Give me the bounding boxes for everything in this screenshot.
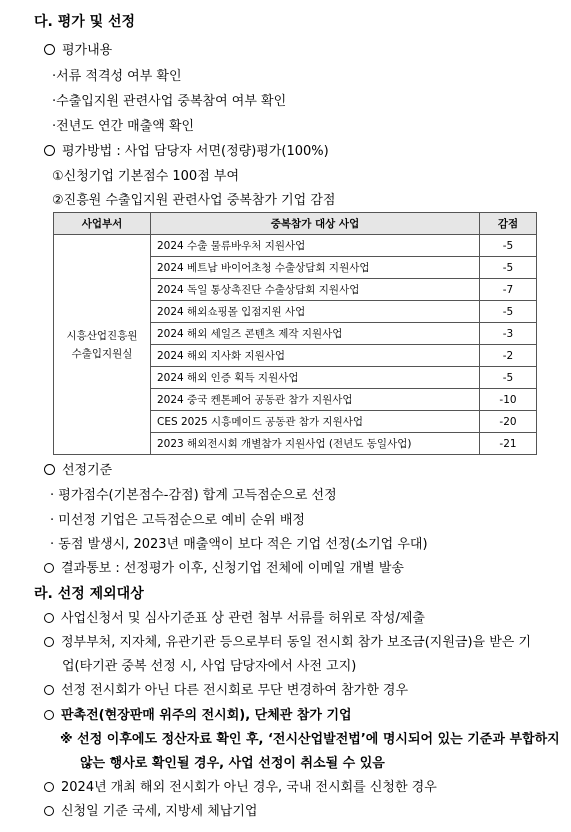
- exclusion-note-line-1: ※ 선정 이후에도 정산자료 확인 후, ‘전시산업발전법’에 명시되어 있는 기준과 부합하지: [60, 732, 560, 747]
- section-da-title: 다. 평가 및 선정: [34, 14, 136, 30]
- eval-content-item-1: ·서류 적격성 여부 확인: [52, 69, 182, 84]
- table-row: [54, 235, 537, 257]
- selection-item-3: · 동점 발생시, 2023년 매출액이 보다 적은 기업 선정(소기업 우대): [50, 537, 428, 552]
- deduction-cell: -7: [480, 279, 537, 301]
- eval-content-heading: [44, 43, 112, 59]
- program-cell: 2024 중국 켄톤페어 공동관 참가 지원사업: [151, 389, 480, 411]
- deduction-cell: -3: [480, 323, 537, 345]
- program-cell: 2024 독일 통상촉진단 수출상담회 지원사업: [151, 279, 480, 301]
- program-cell: 2024 해외쇼핑몰 입점지원 사업: [151, 301, 480, 323]
- program-cell: 2024 해외 지사화 지원사업: [151, 345, 480, 367]
- deduction-cell: -5: [480, 367, 537, 389]
- department-line-1: 시흥산업진흥원: [66, 329, 138, 342]
- exclusion-item-1: 사업신청서 및 심사기준표 상 관련 첨부 서류를 허위로 작성/제출: [44, 611, 425, 627]
- program-cell: 2023 해외전시회 개별참가 지원사업 (전년도 동일사업): [151, 433, 480, 455]
- exclusion-item-2-cont: 업(타기관 중복 선정 시, 사업 담당자에서 사전 고지): [62, 659, 357, 674]
- deduction-cell: -21: [480, 433, 537, 455]
- circle-bullet-icon: [44, 613, 54, 623]
- program-cell: 2024 해외 인증 획득 지원사업: [151, 367, 480, 389]
- deduction-cell: -5: [480, 257, 537, 279]
- notice-text: 결과통보 : 선정평가 이후, 신청기업 전체에 이메일 개별 발송: [61, 561, 404, 576]
- circle-bullet-icon: [44, 806, 54, 816]
- eval-content-item-2: ·수출입지원 관련사업 중복참여 여부 확인: [52, 94, 287, 109]
- exclusion-note-line-2: 않는 행사로 확인될 경우, 사업 선정이 취소될 수 있음: [80, 756, 385, 771]
- circle-bullet-icon: [44, 563, 54, 573]
- circle-bullet-icon: [44, 44, 55, 55]
- program-cell: 2024 베트남 바이어초청 수출상담회 지원사업: [151, 257, 480, 279]
- exclusion-item-5: 2024년 개최 해외 전시회가 아닌 경우, 국내 전시회를 신청한 경우: [44, 780, 437, 796]
- deduction-cell: -5: [480, 301, 537, 323]
- exclusion-item-4: 판촉전(현장판매 위주의 전시회), 단체관 참가 기업: [44, 708, 352, 724]
- circle-bullet-icon: [44, 782, 54, 792]
- selection-label: 선정기준: [62, 463, 113, 478]
- header-department: 사업부서: [54, 213, 151, 235]
- eval-method-sub-1: ①신청기업 기본점수 100점 부여: [52, 169, 240, 184]
- eval-method-sub-2: ②진흥원 수출입지원 관련사업 중복참가 기업 감점: [52, 193, 336, 208]
- selection-item-2: · 미선정 기업은 고득점순으로 예비 순위 배정: [50, 513, 305, 528]
- circle-bullet-icon: [44, 145, 55, 156]
- exclusion-item-3: 선정 전시회가 아닌 다른 전시회로 무단 변경하여 참가한 경우: [44, 683, 408, 699]
- eval-content-item-3: ·전년도 연간 매출액 확인: [52, 119, 195, 134]
- circle-bullet-icon: [44, 685, 54, 695]
- eval-method-label: 평가방법 : 사업 담당자 서면(정량)평가(100%): [62, 144, 329, 159]
- deduction-cell: -20: [480, 411, 537, 433]
- program-cell: 2024 해외 세일즈 콘텐츠 제작 지원사업: [151, 323, 480, 345]
- eval-content-label: 평가내용: [62, 43, 113, 58]
- program-cell: 2024 수출 물류바우처 지원사업: [151, 235, 480, 257]
- section-ra-title: 라. 선정 제외대상: [34, 586, 144, 602]
- circle-bullet-icon: [44, 637, 54, 647]
- eval-method-heading: [44, 144, 329, 160]
- penalty-table: [53, 212, 537, 455]
- circle-bullet-icon: [44, 710, 54, 720]
- department-cell: [54, 235, 151, 455]
- header-deduction: 감점: [480, 213, 537, 235]
- department-line-2: 수출입지원실: [71, 347, 133, 360]
- deduction-cell: -2: [480, 345, 537, 367]
- program-cell: CES 2025 시흥메이드 공동관 참가 지원사업: [151, 411, 480, 433]
- circle-bullet-icon: [44, 464, 55, 475]
- table-header-row: [54, 213, 537, 235]
- exclusion-item-2: 정부부처, 지자체, 유관기관 등으로부터 동일 전시회 참가 보조금(지원금)을 받은 기: [44, 635, 531, 651]
- header-program: 중복참가 대상 사업: [151, 213, 480, 235]
- exclusion-item-6: 신청일 기준 국세, 지방세 체납기업: [44, 804, 257, 820]
- deduction-cell: -10: [480, 389, 537, 411]
- notice-line: [44, 561, 404, 577]
- deduction-cell: -5: [480, 235, 537, 257]
- selection-heading: [44, 463, 112, 479]
- selection-item-1: · 평가점수(기본점수-감점) 합계 고득점순으로 선정: [50, 488, 337, 503]
